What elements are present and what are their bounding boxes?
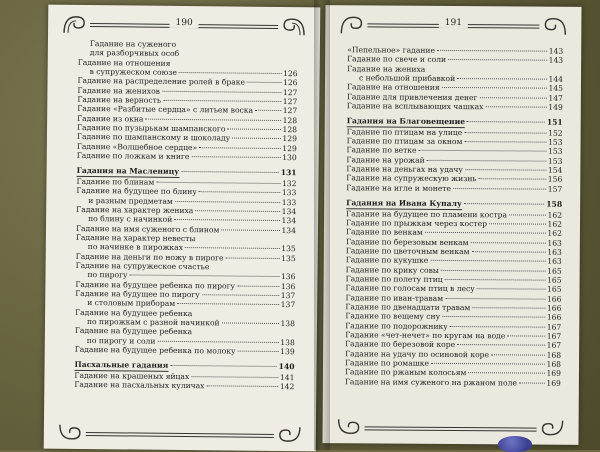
toc-leader-dots [255,110,281,111]
toc-leader-dots [202,294,279,296]
toc-entry-title: Гадание «Волшебное сердце» [76,141,198,152]
toc-leader-dots [464,132,546,134]
toc-leader-dots [431,363,544,365]
toc-leader-dots [450,326,545,328]
toc-leader-dots [480,97,547,98]
toc-leader-dots [247,82,281,83]
toc-page-number: 126 [282,78,298,88]
toc-entry-title: Гадание по ветке [346,145,417,156]
toc-page-number: 163 [547,256,562,266]
left-page-footer [58,423,302,446]
right-page-header [339,13,567,37]
toc-page-number: 166 [546,312,562,323]
toc-entry-title: Гадание на крашеных яйцах [74,370,190,381]
toc-entry-title: Гадание по свече и соли [347,54,447,65]
toc-entry-title: и разным предметам [88,195,173,206]
toc-page-number: 133 [281,188,297,198]
toc-entry-title: по блину с начинкой [88,214,173,225]
toc-entry-title: Гадание на верность [77,94,162,105]
book-gutter [314,0,330,450]
toc-leader-dots [226,257,280,259]
toc-leader-dots [441,269,545,271]
toc-page-number: 165 [547,275,562,285]
toc-entry-title: Гадание на урожай [346,155,425,165]
toc-page-number: 129 [282,143,297,153]
toc-leader-dots [448,59,547,61]
toc-entry-title: Гадание на всплывающих чашках [346,101,484,112]
toc-entry-title: Гадание по кукушке [345,255,429,266]
corner-ornament-icon [337,417,363,437]
toc-leader-dots [222,322,279,324]
toc-page-number: 167 [546,331,562,341]
toc-entry-title: Гадание на пасхальных куличах [74,379,205,391]
toc-page-number: 169 [546,369,561,379]
toc-entry [75,345,295,357]
toc-page-number: 154 [547,165,563,175]
right-page [322,5,581,445]
toc-entry-title: Гадание по полету птиц [345,274,443,284]
toc-entry-title: Гадание по подорожнику [345,320,448,331]
toc-entry-title: по пирогу [87,270,128,280]
toc-leader-dots [237,351,278,352]
toc-leader-dots [174,219,279,221]
toc-leader-dots [464,203,544,205]
toc-leader-dots [467,122,545,124]
toc-entry-title: по начинке в пирожках [87,242,184,253]
toc-page-number: 168 [546,350,562,360]
toc-leader-dots [194,332,293,333]
toc-entry-title: с небольшой прибавкой [358,73,456,84]
toc-entry-title: Гадание по прыжкам через костер [345,218,487,229]
toc-entry-title: Гадание по птицам на улице [346,127,463,137]
toc-leader-dots [489,223,546,224]
toc-leader-dots [465,169,546,171]
toc-leader-dots [445,298,545,300]
toc-entry-title: Гадание на будущее ребенка [75,307,193,318]
toc-leader-dots [197,239,293,240]
toc-page-number: 157 [547,184,563,194]
right-page-footer [337,417,565,439]
footer-rule [86,432,274,438]
toc-entry-title: Гадание по березовой коре [345,339,456,350]
toc-leader-dots [519,382,544,383]
toc-page-number: 153 [548,137,563,147]
toc-leader-dots [468,372,544,374]
toc-leader-dots [185,247,279,249]
toc-leader-dots [130,275,279,278]
toc-leader-dots [479,179,546,180]
page-number: 190 [170,18,199,28]
toc-entry-title: Гадание на характер жениха [76,204,194,215]
toc-page-number: 135 [281,244,296,254]
toc-entry-title: Гадание на отношения [77,57,171,68]
left-page [44,5,321,452]
toc-entry-title: Гадание по крику совы [345,264,439,275]
toc-leader-dots [199,191,280,193]
toc-leader-dots [195,210,279,212]
toc-leader-dots [437,50,547,52]
toc-leader-dots [471,242,546,244]
toc-leader-dots [507,335,544,336]
toc-page-number: 134 [281,216,297,226]
corner-ornament-icon [58,423,84,443]
toc-page-number: 145 [548,84,563,94]
toc-page-number: 153 [547,156,563,166]
corner-ornament-icon [339,13,365,35]
toc-leader-dots [472,307,545,309]
toc-page-number: 127 [282,106,298,116]
toc-entry-title: Гадание по ромашке [345,358,430,368]
toc-leader-dots [162,91,281,93]
toc-entry-title: Гадание из окна [77,113,144,124]
toc-entry-title: Гадание по двенадцати травам [345,302,471,313]
toc-entry [346,183,562,194]
toc-page-number: 163 [547,238,562,248]
toc-entry-title: и столовым приборам [87,298,176,309]
toc-entry-title: Гадание по цветочным венкам [345,246,470,256]
toc-entry-title: Гадание на деньги по ножу в пироге [75,251,224,262]
toc-page-number: 162 [547,219,563,229]
toc-leader-dots [464,141,546,143]
toc-entry-title: в супружеском союзе [89,67,177,77]
toc-entry-title: «Пепельное» гадание [347,45,436,55]
toc-page-number: 143 [548,56,564,66]
toc-page-number: 128 [282,115,298,125]
toc-leader-dots [211,267,293,268]
toc-entry-title: Гадание «Разбитые сердца» с литьем воска [77,104,254,116]
toc-entry-title: Гадание по пузырькам шампанского [76,122,226,134]
toc-entry [345,377,561,388]
toc-page-number: 135 [281,253,296,263]
toc-leader-dots [442,316,545,318]
toc-entry [77,151,297,163]
toc-leader-dots [170,365,276,367]
toc-leader-dots [175,200,280,202]
toc-entry-title: Гадание по ржаным колосьям [344,367,467,378]
toc-page-number: 168 [546,359,562,369]
toc-entry-title: Гадание для привлечения денег [346,91,478,102]
table-of-contents-left [74,39,298,392]
toc-leader-dots [199,147,280,149]
toc-entry-title: Гадание по птицам за окном [346,136,463,147]
toc-leader-dots [419,150,546,152]
toc-entry-title: для разборчивых особ [89,48,180,59]
toc-page-number: 147 [548,93,563,103]
toc-entry-title: Гадание «чет-нечет» по кругам на воде [345,330,506,341]
toc-page-number: 169 [546,378,561,388]
toc-leader-dots [485,106,546,107]
toc-entry-title: Гадание на будущее по пламени костра [346,208,508,219]
toc-entry-title: Гадание по вещему сну [345,311,441,322]
toc-leader-dots [427,70,561,71]
toc-page-number: 138 [280,337,295,347]
toc-page-number: 139 [280,347,295,357]
toc-page-number: 162 [547,228,562,238]
toc-leader-dots [445,279,545,281]
toc-page-number: 156 [547,175,563,185]
toc-entry-title: Гадание на суженого [89,39,177,49]
toc-page-number: 167 [546,340,562,351]
toc-leader-dots [163,100,281,102]
toc-page-number: 153 [547,147,563,157]
toc-leader-dots [237,285,279,286]
toc-page-number: 132 [281,178,297,189]
open-book [46,0,566,450]
toc-page-number: 167 [546,322,562,332]
toc-page-number: 128 [282,125,298,135]
toc-entry-title: Гадание на удачу по осиновой коре [345,348,490,359]
toc-entry-title: Гадание на будущее ребенка [74,326,193,337]
toc-entry-title: Гадание на будущее по пирогу [75,288,200,300]
toc-leader-dots [178,45,296,46]
toc-page-number: 127 [282,97,298,107]
toc-page-number: 143 [548,46,564,56]
toc-entry-title: Гадание на имя суженого на ржаном поле [344,376,517,388]
toc-leader-dots [425,232,546,234]
toc-entry-title: по пирожкам с разной начинкой [86,316,220,328]
toc-entry-title: Пасхальные гадания [74,360,169,371]
corner-ornament-icon [276,425,302,445]
toc-leader-dots [191,376,278,378]
toc-entry-title: Гадание по иван-травам [345,292,444,303]
table-of-contents-right [345,45,563,388]
toc-leader-dots [430,260,545,262]
toc-entry-title: Гадание на будущее ребенка по молоку [74,344,236,356]
toc-leader-dots [232,138,280,140]
toc-entry-title: Гадание по голосам птиц в лесу [345,283,475,294]
corner-ornament-icon [62,13,88,35]
toc-leader-dots [157,340,278,342]
toc-entry [74,380,294,392]
toc-page-number: 141 [279,372,295,382]
toc-entry-title: Гадание на будущее ребенка по пирогу [75,279,236,291]
toc-leader-dots [145,118,280,120]
toc-page-number: 126 [283,69,298,79]
toc-entry-title: Гадание по венкам [345,227,423,237]
toc-page-number: 136 [280,281,296,291]
toc-entry-title: Гадание по березовым венкам [345,236,469,247]
toc-entry-title: Гадания на Ивана Купалу [346,198,462,209]
toc-leader-dots [227,129,280,131]
toc-page-number: 131 [280,168,297,178]
toc-page-number: 165 [547,284,562,295]
toc-page-number: 165 [547,266,562,276]
toc-leader-dots [172,64,295,65]
toc-page-number: 151 [546,118,563,128]
toc-leader-dots [179,72,281,74]
toc-entry [347,101,563,112]
toc-page-number: 129 [282,134,297,144]
toc-leader-dots [156,182,280,184]
toc-page-number: 137 [280,290,296,301]
toc-leader-dots [457,344,545,346]
toc-entry-title: Гадание на характер невесты [75,232,196,244]
toc-leader-dots [491,354,545,355]
toc-leader-dots [427,160,546,162]
corner-ornament-icon [280,15,306,37]
toc-leader-dots [442,87,547,89]
toc-entry-title: Гадание на женихов [77,85,161,96]
toc-page-number: 144 [548,74,564,84]
toc-page-number: 130 [282,153,297,163]
toc-entry-title: Гадание на имя суженого с блином [75,223,220,234]
corner-ornament-icon [541,15,567,37]
toc-entry-title: Гадание на игле и монете [346,183,452,193]
toc-page-number: 166 [546,303,562,313]
toc-entry-title: Гадания на Масленицу [76,166,180,177]
toc-entry-title: Гадание на будущее по блину [76,186,197,197]
toc-leader-dots [206,385,277,387]
toc-page-number: 166 [546,294,562,304]
toc-leader-dots [472,251,546,253]
toc-leader-dots [477,288,545,289]
toc-page-number: 138 [280,319,296,329]
toc-entry-title: Гадание по шампанскому и шоколаду [76,132,231,143]
toc-page-number: 149 [548,102,563,112]
toc-page-number: 127 [282,87,298,97]
toc-leader-dots [453,188,546,190]
toc-leader-dots [194,314,293,315]
toc-page-number: 137 [280,300,296,310]
corner-ornament-icon [539,419,565,439]
toc-leader-dots [221,229,279,231]
toc-page-number: 134 [281,206,297,217]
toc-leader-dots [181,171,279,173]
toc-entry-title: Гадание по блинам [76,176,155,187]
footer-rule [365,426,537,431]
toc-page-number: 140 [278,362,295,372]
toc-leader-dots [191,156,280,158]
toc-page-number: 162 [547,210,563,220]
toc-entry-title: Гадание на супружеское счастье [75,260,210,272]
toc-page-number: 158 [546,199,563,209]
left-page-header [62,13,306,38]
toc-leader-dots [509,214,546,215]
toc-entry-title: Гадание на отношения [346,82,440,93]
toc-page-number: 142 [279,382,295,392]
toc-entry-title: Гадание по ложкам и книге [76,151,190,162]
page-number: 191 [439,18,468,28]
toc-page-number: 136 [280,272,296,282]
toc-page-number: 133 [281,197,297,207]
toc-entry-title: Гадания на Благовещение [346,116,466,127]
toc-entry-title: по пирогу и соли [86,335,156,346]
toc-leader-dots [457,78,546,80]
toc-leader-dots [181,54,296,55]
toc-entry-title: Гадание на деньгах на удачу [346,164,463,175]
toc-page-number: 134 [281,225,297,235]
toc-page-number: 152 [548,128,563,138]
toc-page-number: 163 [547,247,562,257]
toc-leader-dots [177,303,279,305]
toc-entry-title: Гадание на распределение ролей в браке [77,76,246,88]
toc-entry-title: Гадание на супружескую жизнь [346,173,477,184]
toc-entry-title: Гадание на жениха [347,63,426,74]
